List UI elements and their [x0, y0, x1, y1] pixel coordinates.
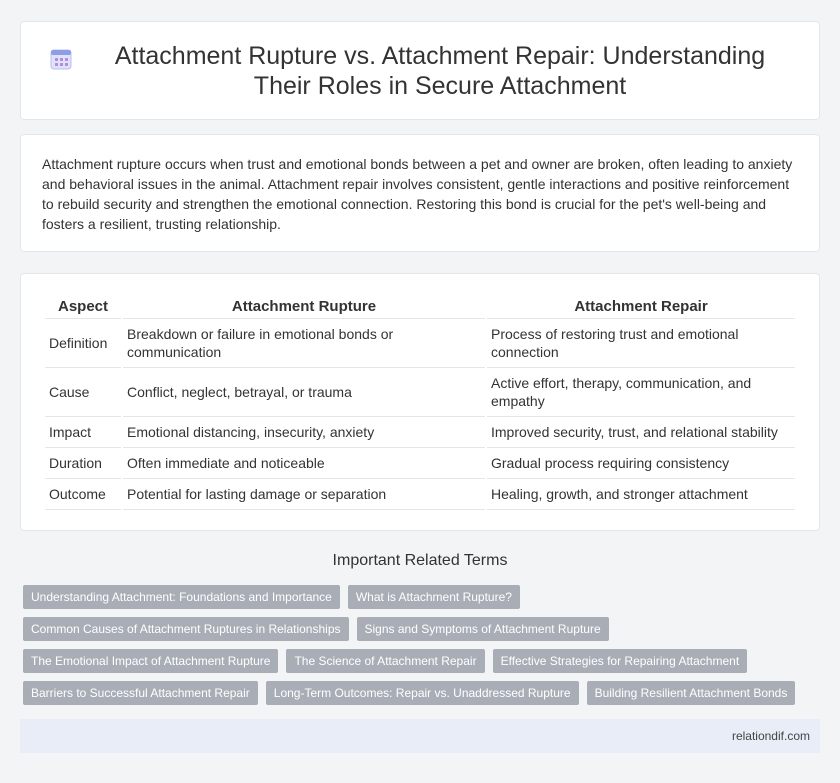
- table-cell-repair: Gradual process requiring consistency: [487, 448, 795, 479]
- intro-text: Attachment rupture occurs when trust and emotional bonds between a pet and owner are broken, often leading to anxiety and behavioral issues in the animal. Attachment repair involves consistent, gentle interactions and positive reinforcement to rebuild security and strengthen the emotional connection. Restoring this bond is crucial for the pet's well-being and fosters a resilient, trusting relationship.: [42, 156, 793, 232]
- footer-site: relationdif.com: [731, 729, 810, 743]
- page-title: Attachment Rupture vs. Attachment Repair: Understanding Their Roles in Secure Attachment: [114, 41, 766, 100]
- table-cell-rupture: Often immediate and noticeable: [123, 448, 485, 479]
- table-cell-repair: Improved security, trust, and relational stability: [487, 417, 795, 448]
- table-cell-repair: Process of restoring trust and emotional connection: [487, 319, 795, 368]
- table-cell-repair: Active effort, therapy, communication, and empathy: [487, 368, 795, 417]
- related-term-tag[interactable]: What is Attachment Rupture?: [348, 585, 520, 609]
- table-cell-aspect: Definition: [45, 319, 121, 368]
- related-term-tag[interactable]: The Science of Attachment Repair: [286, 649, 484, 673]
- table-cell-aspect: Impact: [45, 417, 121, 448]
- related-terms-title: Important Related Terms: [332, 552, 508, 569]
- table-cell-rupture: Conflict, neglect, betrayal, or trauma: [123, 368, 485, 417]
- intro-card: [20, 134, 820, 252]
- table-row: [45, 368, 795, 417]
- comparison-table: [43, 292, 797, 510]
- related-term-tag[interactable]: Barriers to Successful Attachment Repair: [23, 681, 258, 705]
- column-header-aspect: Aspect: [45, 292, 121, 319]
- related-term-tag[interactable]: Common Causes of Attachment Ruptures in Relationships: [23, 617, 349, 641]
- related-terms-tags: [23, 585, 823, 713]
- table-header-row: [45, 292, 795, 319]
- related-term-tag[interactable]: Effective Strategies for Repairing Attachment: [493, 649, 748, 673]
- related-term-tag[interactable]: Signs and Symptoms of Attachment Rupture: [357, 617, 609, 641]
- table-cell-rupture: Breakdown or failure in emotional bonds or communication: [123, 319, 485, 368]
- table-cell-aspect: Cause: [45, 368, 121, 417]
- table-row: [45, 448, 795, 479]
- calendar-icon: [50, 48, 72, 70]
- related-term-tag[interactable]: Building Resilient Attachment Bonds: [587, 681, 796, 705]
- footer: [20, 719, 820, 753]
- related-term-tag[interactable]: The Emotional Impact of Attachment Rupture: [23, 649, 278, 673]
- table-cell-aspect: Outcome: [45, 479, 121, 510]
- column-header-repair: Attachment Repair: [487, 292, 795, 319]
- table-cell-aspect: Duration: [45, 448, 121, 479]
- table-row: [45, 417, 795, 448]
- table-row: [45, 479, 795, 510]
- table-cell-repair: Healing, growth, and stronger attachment: [487, 479, 795, 510]
- table-cell-rupture: Potential for lasting damage or separation: [123, 479, 485, 510]
- header-card: [20, 21, 820, 120]
- table-cell-rupture: Emotional distancing, insecurity, anxiety: [123, 417, 485, 448]
- related-term-tag[interactable]: Understanding Attachment: Foundations and Importance: [23, 585, 340, 609]
- related-term-tag[interactable]: Long-Term Outcomes: Repair vs. Unaddressed Rupture: [266, 681, 579, 705]
- comparison-table-card: [20, 273, 820, 531]
- column-header-rupture: Attachment Rupture: [123, 292, 485, 319]
- table-row: [45, 319, 795, 368]
